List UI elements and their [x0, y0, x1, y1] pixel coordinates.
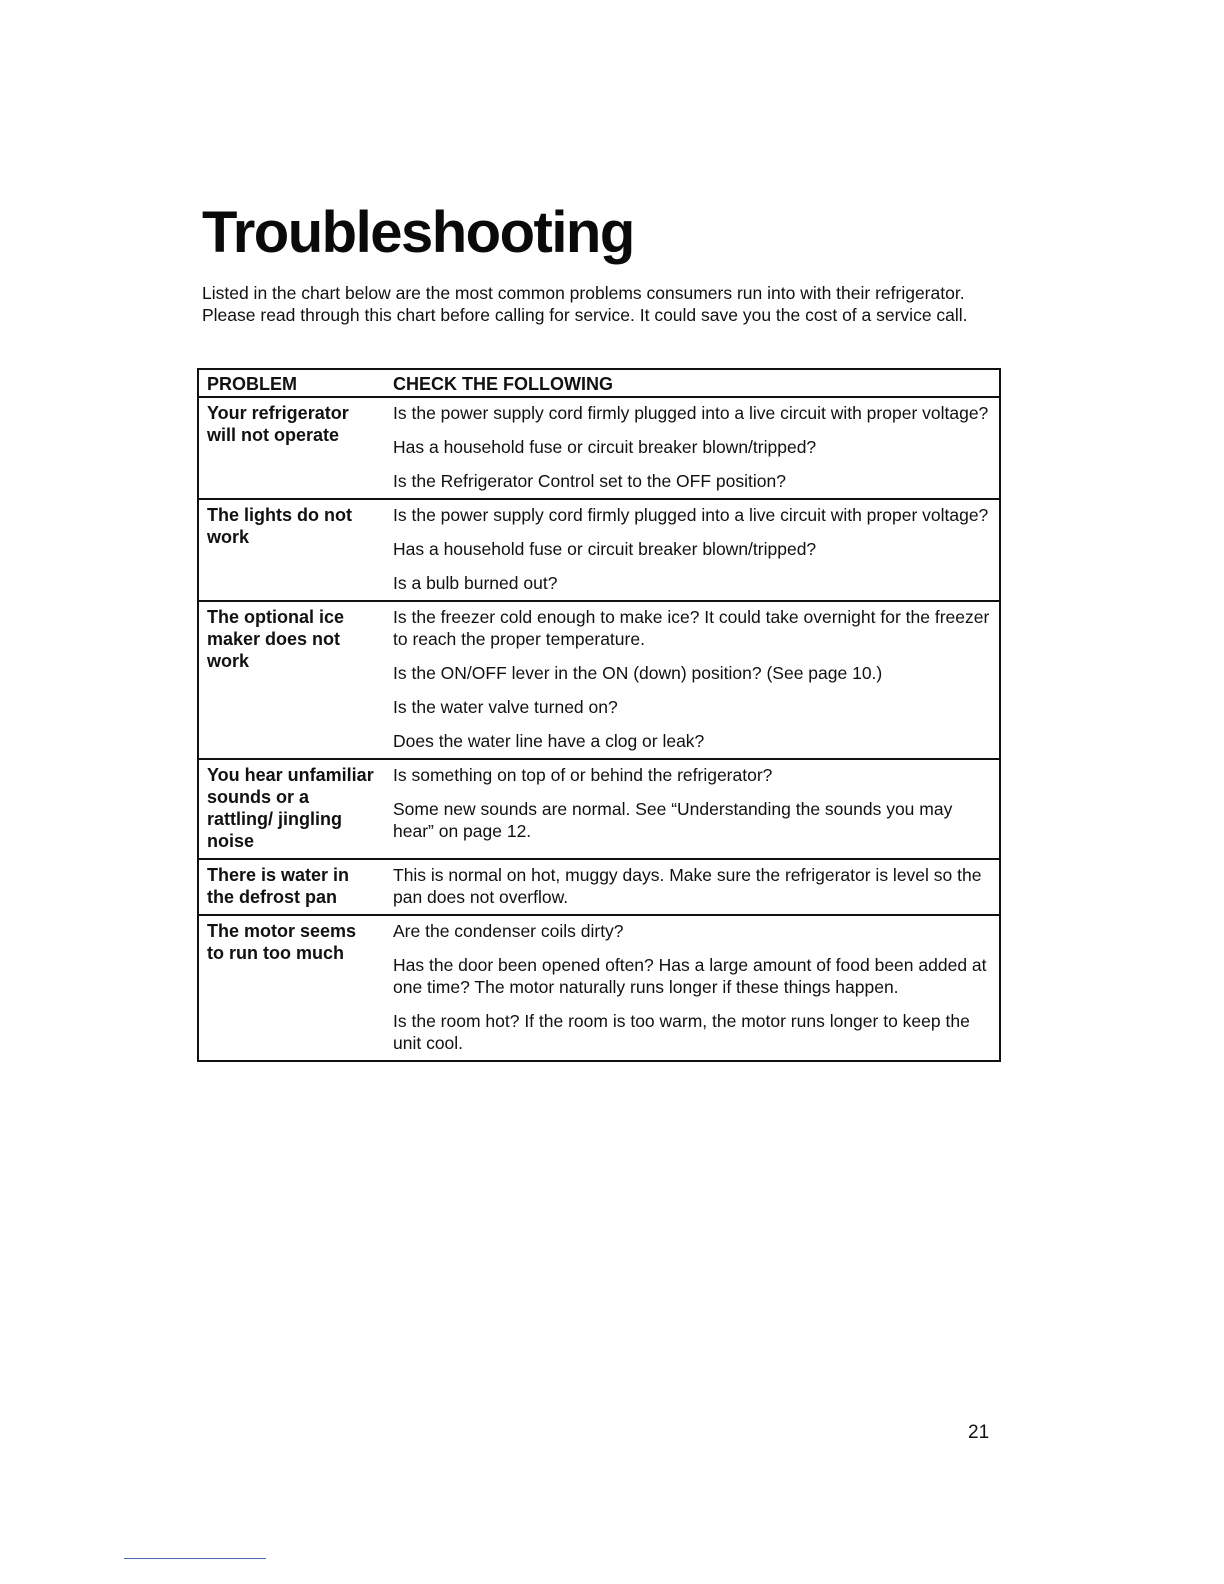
table-row	[198, 915, 1000, 1061]
problem-cell: The optional ice maker does not work	[198, 601, 385, 759]
check-item: Is the power supply cord firmly plugged into a live circuit with proper voltage?	[393, 403, 989, 423]
check-item: Are the condenser coils dirty?	[393, 921, 624, 941]
check-item: Is the Refrigerator Control set to the OFF position?	[393, 471, 786, 491]
table-row	[198, 601, 1000, 759]
problem-cell: You hear unfamiliar sounds or a rattling/ jingling noise	[198, 759, 385, 859]
check-item: Is something on top of or behind the refrigerator?	[393, 765, 773, 785]
page-number: 21	[968, 1422, 990, 1443]
check-item: Does the water line have a clog or leak?	[393, 731, 705, 751]
checks-cell	[385, 915, 1000, 1061]
check-item: Has a household fuse or circuit breaker blown/tripped?	[393, 437, 817, 457]
footer-rule	[124, 1558, 266, 1559]
checks-cell	[385, 601, 1000, 759]
table-row	[198, 397, 1000, 499]
intro-paragraph: Listed in the chart below are the most common problems consumers run into with their refrigerator. Please read through this chart before calling for service. It could save you the cost of a service call.	[202, 283, 968, 325]
problem-column-header: PROBLEM	[198, 369, 385, 397]
page-title: Troubleshooting	[202, 200, 634, 265]
check-item: Is the room hot? If the room is too warm, the motor runs longer to keep the unit cool.	[393, 1011, 970, 1053]
checks-cell	[385, 859, 1000, 915]
table-row	[198, 859, 1000, 915]
checks-cell	[385, 397, 1000, 499]
check-item: Is the freezer cold enough to make ice? It could take overnight for the freezer to reach the proper temperature.	[393, 607, 990, 649]
check-item: Is the power supply cord firmly plugged into a live circuit with proper voltage?	[393, 505, 989, 525]
table-header-row	[198, 369, 1000, 397]
table-row	[198, 759, 1000, 859]
table-row	[198, 499, 1000, 601]
problem-cell: The lights do not work	[198, 499, 385, 601]
checks-cell	[385, 759, 1000, 859]
problem-cell: The motor seems to run too much	[198, 915, 385, 1061]
check-item: Is the ON/OFF lever in the ON (down) position? (See page 10.)	[393, 663, 883, 683]
check-item: Is a bulb burned out?	[393, 573, 558, 593]
check-item: Has the door been opened often? Has a large amount of food been added at one time? The motor naturally runs longer if these things happen.	[393, 955, 987, 997]
problem-cell: There is water in the defrost pan	[198, 859, 385, 915]
check-item: Has a household fuse or circuit breaker blown/tripped?	[393, 539, 817, 559]
check-item: This is normal on hot, muggy days. Make sure the refrigerator is level so the pan does not overflow.	[393, 865, 982, 907]
check-column-header: CHECK THE FOLLOWING	[385, 369, 1000, 397]
problem-cell: Your refrigerator will not operate	[198, 397, 385, 499]
check-item: Some new sounds are normal. See “Understanding the sounds you may hear” on page 12.	[393, 799, 953, 841]
troubleshooting-table	[197, 368, 1001, 1062]
check-item: Is the water valve turned on?	[393, 697, 618, 717]
checks-cell	[385, 499, 1000, 601]
